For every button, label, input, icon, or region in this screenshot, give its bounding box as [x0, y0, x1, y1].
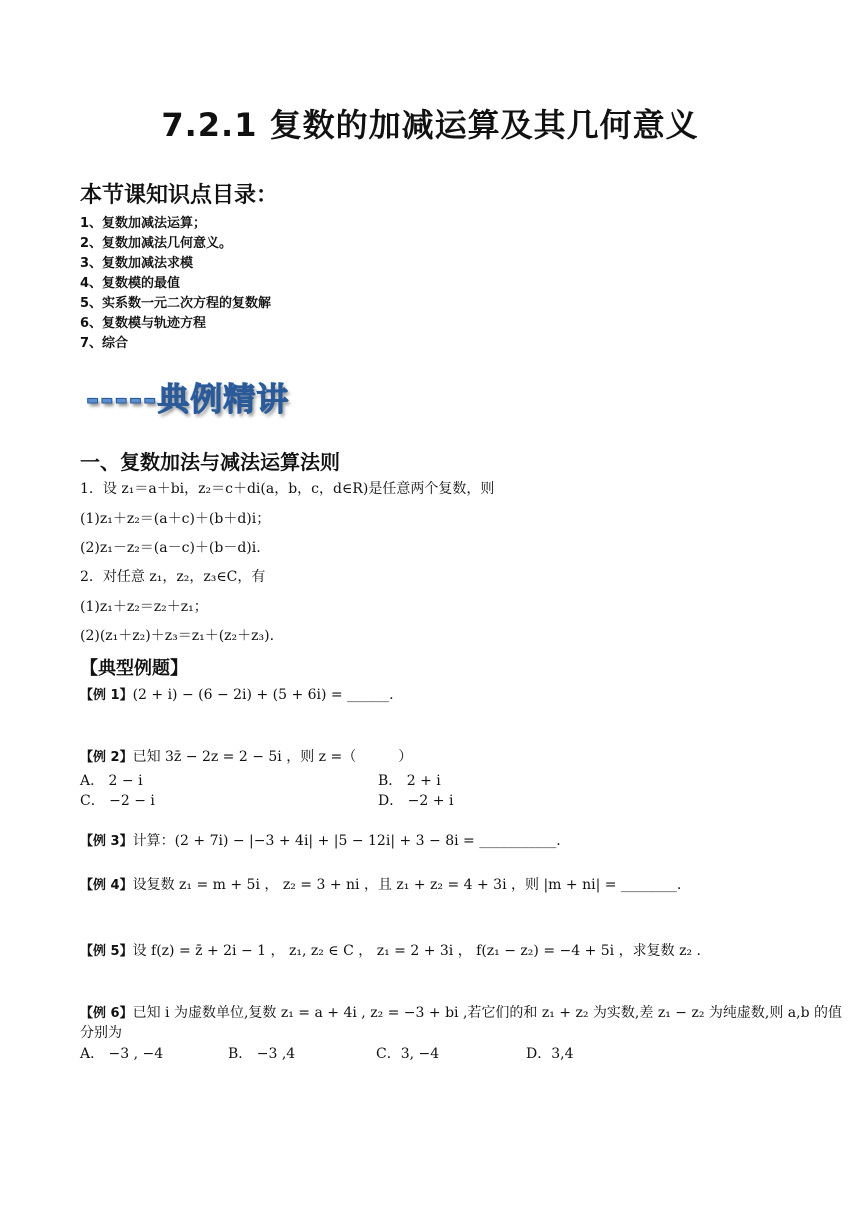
option-d: D．3,4 [526, 1046, 574, 1062]
toc-item: 3、复数加减法求模 [80, 256, 194, 271]
toc-item: 1、复数加减法运算； [80, 216, 207, 231]
toc-item: 5、实系数一元二次方程的复数解 [80, 296, 272, 311]
toc-heading: 本节课知识点目录： [80, 183, 279, 208]
option-a: A． 2 − i [80, 773, 143, 789]
example-text: 设 f(z) = z̄ + 2i − 1 ， z₁, z₂ ∈ C ， z₁ = 2 + 3i ， f(z₁ − z₂) = −4 + 5i ，求复数 z₂ . [132, 943, 701, 959]
section-banner: -----典例精讲 [86, 380, 290, 418]
example-text: 已知 3z̄ − 2z = 2 − 5i ，则 z =（ ） [132, 749, 413, 765]
example-label: 【例 2】 [80, 750, 133, 765]
example-text: 设复数 z₁ = m + 5i ， z₂ = 3 + ni ，且 z₁ + z₂ = 4 + 3i ，则 |m + ni| = ________. [132, 877, 682, 893]
example-1 [80, 684, 394, 703]
option-c: C．3, −4 [376, 1046, 440, 1062]
option-b: B． −3 ,4 [228, 1046, 296, 1062]
example-3 [80, 830, 561, 850]
toc-item: 4、复数模的最值 [80, 276, 181, 291]
example-text: 计算：(2 + 7i) − |−3 + 4i| + |5 − 12i| + 3 − 8i = ___________. [132, 833, 561, 849]
toc-item: 7、综合 [80, 336, 129, 351]
example-label: 【例 4】 [80, 878, 133, 893]
example-4 [80, 874, 681, 894]
toc-item: 6、复数模与轨迹方程 [80, 316, 207, 331]
rule-line: (1)z₁＋z₂＝z₂＋z₁； [80, 599, 208, 615]
rule-line: (2)z₁－z₂＝(a－c)＋(b－d)i. [80, 540, 261, 556]
example-6-continued: 分别为 [80, 1025, 122, 1041]
example-5 [80, 940, 701, 960]
toc-list [80, 214, 271, 354]
rule-line: (2)(z₁＋z₂)＋z₃＝z₁＋(z₂＋z₃). [80, 628, 275, 644]
option-b: B． 2 + i [378, 773, 441, 789]
example-text: (2 + i) − (6 − 2i) + (5 + 6i) = ______. [132, 687, 394, 703]
example-label: 【例 1】 [80, 688, 133, 703]
example-2 [80, 746, 412, 766]
example-label: 【例 6】 [80, 1006, 133, 1021]
toc-item: 2、复数加减法几何意义。 [80, 236, 233, 251]
typical-examples-heading: 【典型例题】 [80, 658, 188, 679]
section-heading: 一、复数加法与减法运算法则 [80, 450, 340, 474]
rule-line: 2．对任意 z₁，z₂，z₃∈C，有 [80, 569, 266, 585]
example-text: 已知 i 为虚数单位,复数 z₁ = a + 4i , z₂ = −3 + bi ,若它们的和 z₁ + z₂ 为实数,差 z₁ − z₂ 为纯虚数,则 a,b 的值 [132, 1005, 842, 1021]
page-title: 7.2.1 复数的加减运算及其几何意义 [161, 106, 699, 144]
option-d: D． −2 + i [378, 793, 454, 809]
option-a: A． −3 , −4 [80, 1046, 164, 1062]
example-6 [80, 1002, 842, 1022]
rule-line: 1．设 z₁＝a＋bi，z₂＝c＋di(a，b，c，d∈R)是任意两个复数，则 [80, 481, 495, 497]
example-label: 【例 5】 [80, 944, 133, 959]
option-c: C． −2 − i [80, 793, 155, 809]
example-label: 【例 3】 [80, 834, 133, 849]
rule-line: (1)z₁＋z₂＝(a＋c)＋(b＋d)i； [80, 511, 271, 527]
